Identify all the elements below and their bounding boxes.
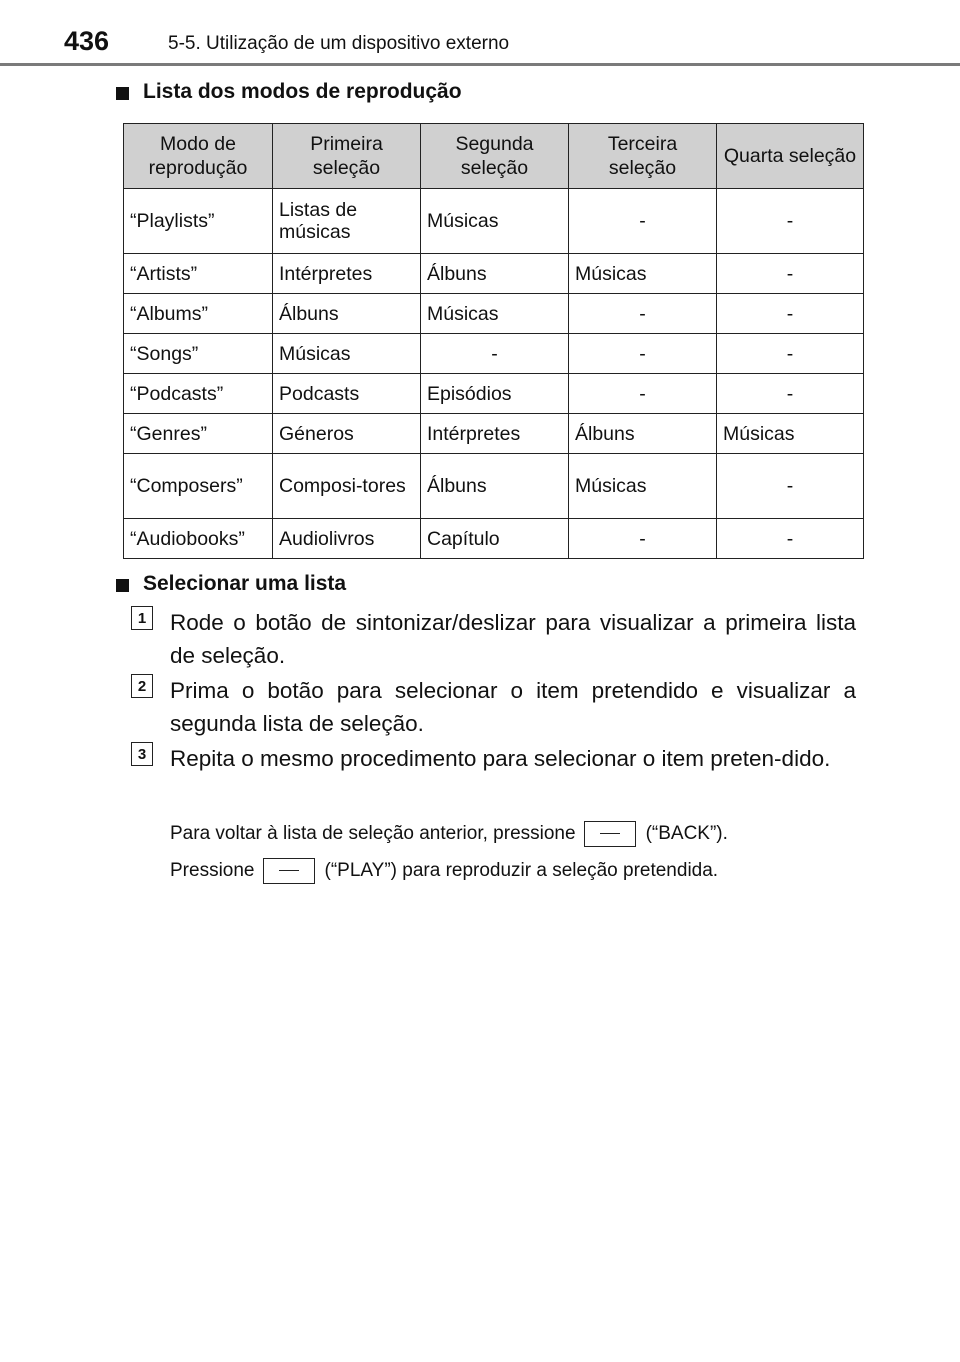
column-header: Segunda seleção xyxy=(421,124,569,189)
step-number-badge: 1 xyxy=(131,606,153,630)
column-header: Terceira seleção xyxy=(569,124,717,189)
table-cell: - xyxy=(717,454,864,519)
table-row xyxy=(124,374,864,414)
chapter-title: 5-5. Utilização de um dispositivo externo xyxy=(168,33,510,54)
column-header: Modo de reprodução xyxy=(124,124,273,189)
note-play xyxy=(170,858,718,884)
step-number-badge: 3 xyxy=(131,742,153,766)
table-cell: “Albums” xyxy=(124,294,273,334)
table-cell: Músicas xyxy=(421,294,569,334)
step-3 xyxy=(131,742,856,775)
table-cell: “Genres” xyxy=(124,414,273,454)
table-cell: - xyxy=(717,254,864,294)
table-cell: - xyxy=(569,519,717,559)
table-cell: Álbuns xyxy=(421,254,569,294)
table-cell: Intérpretes xyxy=(421,414,569,454)
table-cell: - xyxy=(569,189,717,254)
table-cell: Listas de músicas xyxy=(273,189,421,254)
table-cell: “Composers” xyxy=(124,454,273,519)
note-back xyxy=(170,821,728,847)
section-heading-modes xyxy=(116,80,462,104)
step-text: Rode o botão de sintonizar/deslizar para visualizar a primeira lista de seleção. xyxy=(170,610,856,668)
table-cell: - xyxy=(717,519,864,559)
table-cell: - xyxy=(569,294,717,334)
section-heading-text: Selecionar uma lista xyxy=(143,572,347,595)
page-header xyxy=(0,0,960,70)
table-cell: “Songs” xyxy=(124,334,273,374)
table-cell: Géneros xyxy=(273,414,421,454)
table-row xyxy=(124,414,864,454)
table-cell: - xyxy=(717,294,864,334)
table-cell: Músicas xyxy=(569,454,717,519)
table-cell: Músicas xyxy=(569,254,717,294)
table-cell: Intérpretes xyxy=(273,254,421,294)
note-text: Pressione xyxy=(170,860,255,881)
step-1 xyxy=(131,606,856,672)
table-cell: Álbuns xyxy=(421,454,569,519)
step-text: Prima o botão para selecionar o item pretendido e visualizar a segunda lista de seleção. xyxy=(170,678,856,736)
table-header-row xyxy=(124,124,864,189)
table-cell: “Playlists” xyxy=(124,189,273,254)
note-text: (“PLAY”) para reproduzir a seleção pretendida. xyxy=(324,860,719,881)
table-cell: Capítulo xyxy=(421,519,569,559)
table-row xyxy=(124,254,864,294)
square-bullet-icon xyxy=(116,579,129,592)
playback-modes-table xyxy=(123,123,864,559)
step-number-badge: 2 xyxy=(131,674,153,698)
table-cell: “Podcasts” xyxy=(124,374,273,414)
note-text: (“BACK”). xyxy=(645,823,728,844)
table-cell: - xyxy=(421,334,569,374)
table-cell: Músicas xyxy=(273,334,421,374)
table-row xyxy=(124,454,864,519)
header-divider xyxy=(0,63,960,66)
table-cell: Álbuns xyxy=(273,294,421,334)
play-button-icon xyxy=(263,858,315,884)
table-cell: Músicas xyxy=(717,414,864,454)
column-header: Quarta seleção xyxy=(717,124,864,189)
table-row xyxy=(124,334,864,374)
table-cell: - xyxy=(569,334,717,374)
table-row xyxy=(124,189,864,254)
note-text: Para voltar à lista de seleção anterior, pressione xyxy=(170,823,576,844)
table-cell: Episódios xyxy=(421,374,569,414)
section-heading-select xyxy=(116,572,346,596)
table-cell: - xyxy=(569,374,717,414)
section-heading-text: Lista dos modos de reprodução xyxy=(143,80,462,103)
table-cell: “Artists” xyxy=(124,254,273,294)
step-2 xyxy=(131,674,856,740)
square-bullet-icon xyxy=(116,87,129,100)
table-cell: Álbuns xyxy=(569,414,717,454)
table-cell: Músicas xyxy=(421,189,569,254)
back-button-icon xyxy=(584,821,636,847)
table-cell: Audiolivros xyxy=(273,519,421,559)
page-number: 436 xyxy=(64,26,110,56)
table-row xyxy=(124,294,864,334)
table-row xyxy=(124,519,864,559)
table-cell: - xyxy=(717,334,864,374)
table-cell: Composi-tores xyxy=(273,454,421,519)
table-cell: - xyxy=(717,189,864,254)
table-cell: Podcasts xyxy=(273,374,421,414)
table-cell: “Audiobooks” xyxy=(124,519,273,559)
step-text: Repita o mesmo procedimento para selecionar o item preten-dido. xyxy=(170,746,831,771)
table-cell: - xyxy=(717,374,864,414)
column-header: Primeira seleção xyxy=(273,124,421,189)
